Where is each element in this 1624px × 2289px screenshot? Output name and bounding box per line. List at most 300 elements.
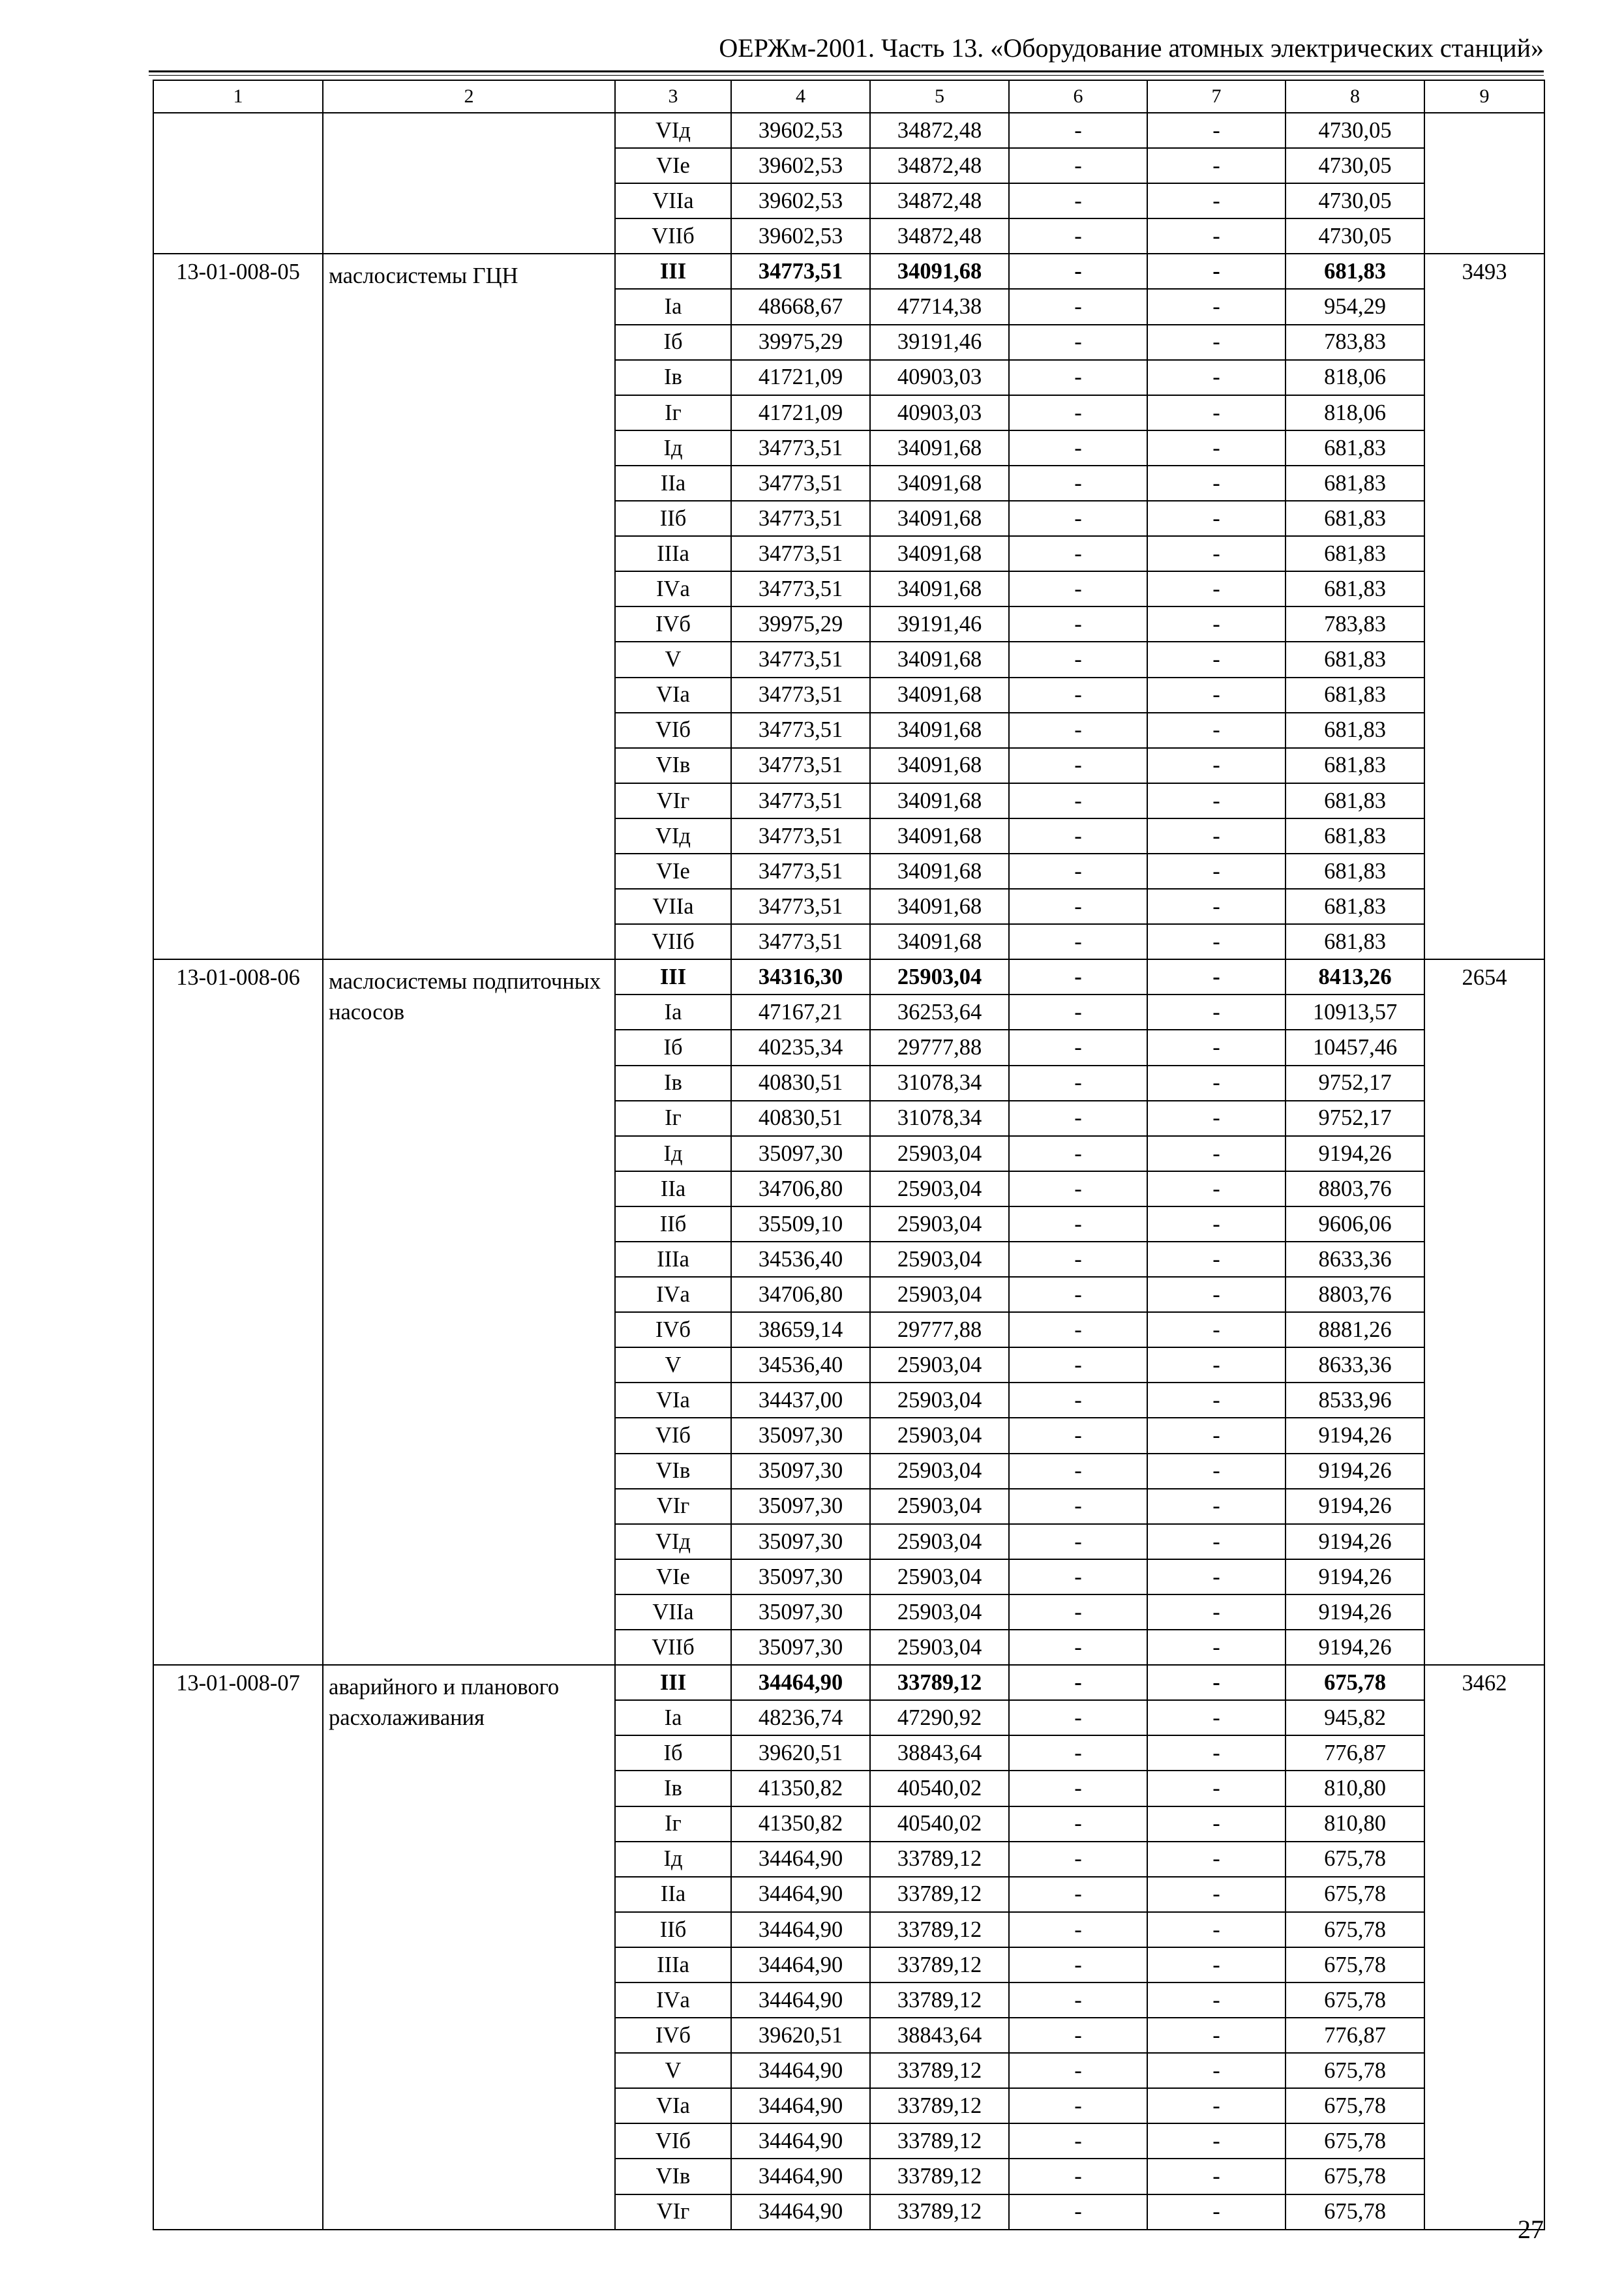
price-cell: 34872,48 bbox=[870, 218, 1009, 254]
price-cell: - bbox=[1009, 1982, 1147, 2018]
price-cell: 34316,30 bbox=[731, 959, 870, 995]
price-cell: 34536,40 bbox=[731, 1347, 870, 1383]
price-cell: 675,78 bbox=[1286, 1982, 1424, 2018]
price-cell: - bbox=[1147, 713, 1286, 748]
zone-cell: VIе bbox=[615, 1559, 731, 1594]
zone-cell: III bbox=[615, 959, 731, 995]
price-cell: - bbox=[1009, 466, 1147, 501]
price-cell: - bbox=[1009, 1630, 1147, 1665]
price-cell: - bbox=[1009, 325, 1147, 360]
price-cell: 681,83 bbox=[1286, 642, 1424, 677]
price-cell: 34091,68 bbox=[870, 748, 1009, 783]
price-cell: - bbox=[1147, 2018, 1286, 2053]
price-cell: 34464,90 bbox=[731, 1982, 870, 2018]
price-cell: 40903,03 bbox=[870, 360, 1009, 395]
price-cell: - bbox=[1009, 360, 1147, 395]
price-cell: 34773,51 bbox=[731, 501, 870, 536]
price-cell: - bbox=[1009, 501, 1147, 536]
price-cell: - bbox=[1009, 1771, 1147, 1806]
price-cell: - bbox=[1147, 1206, 1286, 1242]
price-cell: - bbox=[1147, 1877, 1286, 1912]
price-cell: 25903,04 bbox=[870, 1277, 1009, 1312]
price-cell: 39975,29 bbox=[731, 606, 870, 642]
price-cell: - bbox=[1147, 325, 1286, 360]
price-cell: 33789,12 bbox=[870, 1982, 1009, 2018]
price-cell: 36253,64 bbox=[870, 995, 1009, 1030]
price-cell: 9752,17 bbox=[1286, 1066, 1424, 1101]
zone-cell: Iа bbox=[615, 289, 731, 324]
price-cell: 34773,51 bbox=[731, 783, 870, 818]
item-code bbox=[153, 113, 323, 254]
zone-cell: VIд bbox=[615, 113, 731, 148]
item-total: 2654 bbox=[1424, 959, 1544, 1665]
item-total: 3462 bbox=[1424, 1665, 1544, 2230]
table-row bbox=[153, 1665, 1544, 1700]
price-cell: - bbox=[1147, 1030, 1286, 1065]
price-cell: 40903,03 bbox=[870, 395, 1009, 430]
price-cell: - bbox=[1009, 713, 1147, 748]
price-cell: - bbox=[1009, 783, 1147, 818]
price-cell: 681,83 bbox=[1286, 748, 1424, 783]
price-cell: - bbox=[1147, 678, 1286, 713]
price-cell: - bbox=[1147, 1312, 1286, 1347]
column-number: 6 bbox=[1009, 80, 1147, 113]
zone-cell: VIд bbox=[615, 1524, 731, 1559]
price-cell: - bbox=[1147, 1418, 1286, 1453]
price-cell: - bbox=[1009, 1206, 1147, 1242]
price-cell: - bbox=[1147, 2088, 1286, 2123]
item-name bbox=[323, 113, 615, 254]
price-cell: 34773,51 bbox=[731, 254, 870, 289]
price-cell: - bbox=[1147, 395, 1286, 430]
price-cell: 34091,68 bbox=[870, 642, 1009, 677]
price-cell: 34872,48 bbox=[870, 148, 1009, 183]
page-number: 27 bbox=[1518, 2215, 1544, 2244]
zone-cell: VIе bbox=[615, 854, 731, 889]
price-cell: - bbox=[1009, 1524, 1147, 1559]
price-cell: - bbox=[1147, 924, 1286, 959]
price-cell: - bbox=[1147, 783, 1286, 818]
price-cell: 34091,68 bbox=[870, 501, 1009, 536]
zone-cell: IIIа bbox=[615, 1242, 731, 1277]
price-cell: 34464,90 bbox=[731, 2159, 870, 2194]
price-cell: 8881,26 bbox=[1286, 1312, 1424, 1347]
price-cell: - bbox=[1009, 606, 1147, 642]
zone-cell: VIIб bbox=[615, 218, 731, 254]
price-cell: - bbox=[1147, 1735, 1286, 1771]
price-cell: - bbox=[1147, 254, 1286, 289]
price-cell: - bbox=[1147, 289, 1286, 324]
price-cell: 34464,90 bbox=[731, 2123, 870, 2159]
price-cell: - bbox=[1147, 218, 1286, 254]
price-cell: 9194,26 bbox=[1286, 1418, 1424, 1453]
price-cell: 48236,74 bbox=[731, 1700, 870, 1735]
price-cell: 40830,51 bbox=[731, 1066, 870, 1101]
price-cell: - bbox=[1147, 1700, 1286, 1735]
price-cell: - bbox=[1147, 818, 1286, 854]
price-cell: 41350,82 bbox=[731, 1806, 870, 1842]
price-cell: - bbox=[1009, 1735, 1147, 1771]
price-cell: - bbox=[1009, 571, 1147, 606]
price-cell: 810,80 bbox=[1286, 1806, 1424, 1842]
price-cell: 34773,51 bbox=[731, 924, 870, 959]
price-cell: - bbox=[1147, 430, 1286, 466]
price-cell: 38659,14 bbox=[731, 1312, 870, 1347]
price-cell: - bbox=[1009, 1383, 1147, 1418]
price-cell: - bbox=[1009, 748, 1147, 783]
price-cell: - bbox=[1009, 536, 1147, 571]
price-cell: 681,83 bbox=[1286, 818, 1424, 854]
price-cell: - bbox=[1009, 1312, 1147, 1347]
price-cell: - bbox=[1147, 1665, 1286, 1700]
price-cell: 25903,04 bbox=[870, 959, 1009, 995]
price-cell: 31078,34 bbox=[870, 1066, 1009, 1101]
price-cell: 34091,68 bbox=[870, 713, 1009, 748]
price-cell: 39191,46 bbox=[870, 606, 1009, 642]
zone-cell: VIв bbox=[615, 2159, 731, 2194]
price-cell: - bbox=[1147, 606, 1286, 642]
price-cell: - bbox=[1147, 959, 1286, 995]
price-cell: - bbox=[1009, 395, 1147, 430]
zone-cell: VIб bbox=[615, 2123, 731, 2159]
price-cell: 25903,04 bbox=[870, 1136, 1009, 1171]
price-cell: 10913,57 bbox=[1286, 995, 1424, 1030]
zone-cell: Iг bbox=[615, 1806, 731, 1842]
zone-cell: VIа bbox=[615, 678, 731, 713]
price-cell: 34091,68 bbox=[870, 818, 1009, 854]
zone-cell: IVа bbox=[615, 1982, 731, 2018]
zone-cell: IIб bbox=[615, 501, 731, 536]
zone-cell: Iг bbox=[615, 395, 731, 430]
price-cell: - bbox=[1147, 1806, 1286, 1842]
price-cell: 29777,88 bbox=[870, 1312, 1009, 1347]
price-cell: 954,29 bbox=[1286, 289, 1424, 324]
price-cell: 34773,51 bbox=[731, 536, 870, 571]
price-cell: - bbox=[1147, 1242, 1286, 1277]
price-cell: 34091,68 bbox=[870, 924, 1009, 959]
price-cell: - bbox=[1009, 1418, 1147, 1453]
price-cell: 33789,12 bbox=[870, 1842, 1009, 1877]
zone-cell: Iв bbox=[615, 1771, 731, 1806]
price-cell: - bbox=[1147, 466, 1286, 501]
price-cell: 4730,05 bbox=[1286, 183, 1424, 218]
zone-cell: IIб bbox=[615, 1206, 731, 1242]
price-cell: 34773,51 bbox=[731, 713, 870, 748]
price-cell: 33789,12 bbox=[870, 2159, 1009, 2194]
price-cell: 29777,88 bbox=[870, 1030, 1009, 1065]
price-cell: 31078,34 bbox=[870, 1101, 1009, 1136]
price-cell: 33789,12 bbox=[870, 2053, 1009, 2088]
price-cell: - bbox=[1009, 2159, 1147, 2194]
price-cell: - bbox=[1147, 571, 1286, 606]
price-cell: 8633,36 bbox=[1286, 1242, 1424, 1277]
price-cell: 38843,64 bbox=[870, 2018, 1009, 2053]
price-cell: 681,83 bbox=[1286, 571, 1424, 606]
zone-cell: III bbox=[615, 1665, 731, 1700]
price-cell: - bbox=[1009, 678, 1147, 713]
price-cell: 675,78 bbox=[1286, 1842, 1424, 1877]
price-cell: - bbox=[1009, 1877, 1147, 1912]
price-cell: 675,78 bbox=[1286, 1665, 1424, 1700]
zone-cell: V bbox=[615, 2053, 731, 2088]
price-cell: 33789,12 bbox=[870, 2088, 1009, 2123]
table-row bbox=[153, 113, 1544, 148]
price-cell: - bbox=[1147, 1982, 1286, 2018]
price-cell: 8413,26 bbox=[1286, 959, 1424, 995]
price-cell: 34091,68 bbox=[870, 254, 1009, 289]
table-row bbox=[153, 254, 1544, 289]
column-number: 7 bbox=[1147, 80, 1286, 113]
price-cell: 39975,29 bbox=[731, 325, 870, 360]
price-cell: - bbox=[1147, 1630, 1286, 1665]
price-cell: 34464,90 bbox=[731, 1877, 870, 1912]
price-cell: 681,83 bbox=[1286, 854, 1424, 889]
price-cell: - bbox=[1009, 1347, 1147, 1383]
price-cell: 48668,67 bbox=[731, 289, 870, 324]
zone-cell: VIб bbox=[615, 713, 731, 748]
price-cell: 34706,80 bbox=[731, 1277, 870, 1312]
price-cell: 34091,68 bbox=[870, 430, 1009, 466]
price-cell: 25903,04 bbox=[870, 1383, 1009, 1418]
price-cell: - bbox=[1147, 1912, 1286, 1947]
column-number: 9 bbox=[1424, 80, 1544, 113]
price-cell: 675,78 bbox=[1286, 1947, 1424, 1982]
price-cell: 681,83 bbox=[1286, 254, 1424, 289]
zone-cell: VIг bbox=[615, 2194, 731, 2230]
price-cell: 33789,12 bbox=[870, 1665, 1009, 1700]
price-cell: 47290,92 bbox=[870, 1700, 1009, 1735]
price-cell: - bbox=[1009, 1066, 1147, 1101]
zone-cell: Iд bbox=[615, 1842, 731, 1877]
price-cell: 8803,76 bbox=[1286, 1171, 1424, 1206]
price-cell: 34091,68 bbox=[870, 536, 1009, 571]
zone-cell: IVб bbox=[615, 1312, 731, 1347]
zone-cell: VIIа bbox=[615, 889, 731, 924]
price-cell: 34464,90 bbox=[731, 2088, 870, 2123]
price-cell: - bbox=[1009, 1171, 1147, 1206]
price-cell: - bbox=[1147, 1347, 1286, 1383]
price-cell: - bbox=[1147, 2194, 1286, 2230]
price-cell: 34773,51 bbox=[731, 889, 870, 924]
price-cell: 675,78 bbox=[1286, 1877, 1424, 1912]
price-cell: - bbox=[1009, 1842, 1147, 1877]
price-cell: 33789,12 bbox=[870, 1912, 1009, 1947]
price-cell: 35509,10 bbox=[731, 1206, 870, 1242]
price-cell: - bbox=[1009, 2018, 1147, 2053]
price-cell: - bbox=[1147, 1101, 1286, 1136]
price-cell: 34773,51 bbox=[731, 678, 870, 713]
price-cell: - bbox=[1147, 1559, 1286, 1594]
price-cell: - bbox=[1147, 1383, 1286, 1418]
price-cell: - bbox=[1009, 1489, 1147, 1524]
price-cell: 8533,96 bbox=[1286, 1383, 1424, 1418]
price-cell: 9194,26 bbox=[1286, 1559, 1424, 1594]
price-cell: 40540,02 bbox=[870, 1771, 1009, 1806]
price-cell: - bbox=[1009, 218, 1147, 254]
zone-cell: Iг bbox=[615, 1101, 731, 1136]
price-cell: 38843,64 bbox=[870, 1735, 1009, 1771]
price-cell: 34773,51 bbox=[731, 642, 870, 677]
price-cell: 675,78 bbox=[1286, 1912, 1424, 1947]
price-cell: - bbox=[1009, 1101, 1147, 1136]
price-cell: 25903,04 bbox=[870, 1630, 1009, 1665]
price-cell: - bbox=[1147, 1842, 1286, 1877]
zone-cell: VIб bbox=[615, 1418, 731, 1453]
zone-cell: Iв bbox=[615, 360, 731, 395]
price-cell: 40830,51 bbox=[731, 1101, 870, 1136]
table-row bbox=[153, 959, 1544, 995]
price-cell: - bbox=[1147, 148, 1286, 183]
price-cell: - bbox=[1147, 854, 1286, 889]
table-body bbox=[153, 80, 1544, 2230]
price-cell: 681,83 bbox=[1286, 501, 1424, 536]
zone-cell: IVа bbox=[615, 1277, 731, 1312]
price-cell: 34464,90 bbox=[731, 1912, 870, 1947]
price-cell: 34872,48 bbox=[870, 113, 1009, 148]
price-cell: - bbox=[1009, 1136, 1147, 1171]
price-cell: 40235,34 bbox=[731, 1030, 870, 1065]
price-cell: 10457,46 bbox=[1286, 1030, 1424, 1065]
price-cell: 675,78 bbox=[1286, 2159, 1424, 2194]
price-cell: 25903,04 bbox=[870, 1594, 1009, 1630]
price-cell: 35097,30 bbox=[731, 1594, 870, 1630]
price-cell: 25903,04 bbox=[870, 1418, 1009, 1453]
price-cell: - bbox=[1009, 254, 1147, 289]
price-cell: 35097,30 bbox=[731, 1630, 870, 1665]
price-cell: - bbox=[1009, 924, 1147, 959]
price-cell: 33789,12 bbox=[870, 2194, 1009, 2230]
price-cell: 34773,51 bbox=[731, 571, 870, 606]
zone-cell: VIа bbox=[615, 2088, 731, 2123]
price-cell: 675,78 bbox=[1286, 2053, 1424, 2088]
price-cell: 25903,04 bbox=[870, 1559, 1009, 1594]
price-cell: 34437,00 bbox=[731, 1383, 870, 1418]
price-cell: 8803,76 bbox=[1286, 1277, 1424, 1312]
price-cell: - bbox=[1147, 642, 1286, 677]
price-cell: 33789,12 bbox=[870, 1877, 1009, 1912]
price-cell: 681,83 bbox=[1286, 713, 1424, 748]
price-cell: - bbox=[1009, 2053, 1147, 2088]
zone-cell: III bbox=[615, 254, 731, 289]
price-cell: 34464,90 bbox=[731, 2053, 870, 2088]
price-cell: - bbox=[1009, 1277, 1147, 1312]
price-cell: 818,06 bbox=[1286, 395, 1424, 430]
price-cell: 25903,04 bbox=[870, 1206, 1009, 1242]
price-cell: 25903,04 bbox=[870, 1347, 1009, 1383]
price-cell: - bbox=[1147, 1524, 1286, 1559]
price-cell: - bbox=[1009, 854, 1147, 889]
price-cell: - bbox=[1009, 642, 1147, 677]
price-cell: 34464,90 bbox=[731, 1842, 870, 1877]
column-number: 2 bbox=[323, 80, 615, 113]
zone-cell: VIг bbox=[615, 783, 731, 818]
price-cell: 47714,38 bbox=[870, 289, 1009, 324]
price-cell: 34872,48 bbox=[870, 183, 1009, 218]
price-cell: - bbox=[1147, 2123, 1286, 2159]
price-cell: 9194,26 bbox=[1286, 1454, 1424, 1489]
zone-cell: VIIа bbox=[615, 1594, 731, 1630]
price-cell: - bbox=[1009, 289, 1147, 324]
price-cell: 39620,51 bbox=[731, 1735, 870, 1771]
price-cell: - bbox=[1147, 889, 1286, 924]
price-cell: 681,83 bbox=[1286, 924, 1424, 959]
price-cell: - bbox=[1009, 1700, 1147, 1735]
price-cell: 675,78 bbox=[1286, 2123, 1424, 2159]
price-cell: - bbox=[1147, 536, 1286, 571]
price-cell: 35097,30 bbox=[731, 1489, 870, 1524]
column-number: 3 bbox=[615, 80, 731, 113]
item-code: 13-01-008-06 bbox=[153, 959, 323, 1665]
price-cell: - bbox=[1147, 1594, 1286, 1630]
zone-cell: Iб bbox=[615, 1735, 731, 1771]
price-cell: - bbox=[1147, 748, 1286, 783]
item-name: аварийного и планового расхолаживания bbox=[323, 1665, 615, 2230]
item-code: 13-01-008-07 bbox=[153, 1665, 323, 2230]
zone-cell: Iб bbox=[615, 325, 731, 360]
price-cell: - bbox=[1009, 1030, 1147, 1065]
header-rule-thick bbox=[149, 70, 1544, 72]
price-cell: - bbox=[1009, 2194, 1147, 2230]
price-cell: 4730,05 bbox=[1286, 148, 1424, 183]
price-cell: 783,83 bbox=[1286, 606, 1424, 642]
price-cell: 40540,02 bbox=[870, 1806, 1009, 1842]
price-cell: 776,87 bbox=[1286, 1735, 1424, 1771]
price-cell: - bbox=[1009, 2123, 1147, 2159]
price-cell: 681,83 bbox=[1286, 889, 1424, 924]
zone-cell: IVб bbox=[615, 606, 731, 642]
zone-cell: V bbox=[615, 1347, 731, 1383]
price-cell: - bbox=[1147, 501, 1286, 536]
price-cell: 810,80 bbox=[1286, 1771, 1424, 1806]
zone-cell: Iв bbox=[615, 1066, 731, 1101]
price-cell: 35097,30 bbox=[731, 1418, 870, 1453]
price-cell: - bbox=[1009, 183, 1147, 218]
price-cell: - bbox=[1147, 113, 1286, 148]
price-cell: - bbox=[1009, 1665, 1147, 1700]
price-cell: - bbox=[1009, 430, 1147, 466]
zone-cell: Iа bbox=[615, 995, 731, 1030]
price-cell: 34091,68 bbox=[870, 678, 1009, 713]
price-cell: - bbox=[1147, 2053, 1286, 2088]
price-cell: 9194,26 bbox=[1286, 1524, 1424, 1559]
price-cell: - bbox=[1147, 1066, 1286, 1101]
price-cell: 39191,46 bbox=[870, 325, 1009, 360]
zone-cell: VIе bbox=[615, 148, 731, 183]
price-cell: - bbox=[1147, 1489, 1286, 1524]
price-cell: 25903,04 bbox=[870, 1242, 1009, 1277]
header-rule-thin bbox=[149, 75, 1544, 76]
price-cell: 34773,51 bbox=[731, 748, 870, 783]
zone-cell: IIа bbox=[615, 466, 731, 501]
price-cell: 34773,51 bbox=[731, 818, 870, 854]
price-cell: 39602,53 bbox=[731, 113, 870, 148]
price-cell: - bbox=[1009, 1912, 1147, 1947]
price-cell: - bbox=[1147, 1771, 1286, 1806]
price-cell: 34091,68 bbox=[870, 466, 1009, 501]
zone-cell: VIв bbox=[615, 748, 731, 783]
price-cell: 9194,26 bbox=[1286, 1594, 1424, 1630]
price-cell: 35097,30 bbox=[731, 1136, 870, 1171]
price-cell: - bbox=[1147, 1277, 1286, 1312]
price-cell: 33789,12 bbox=[870, 1947, 1009, 1982]
price-cell: 39620,51 bbox=[731, 2018, 870, 2053]
price-cell: 34773,51 bbox=[731, 854, 870, 889]
item-name: маслосистемы подпиточных насосов bbox=[323, 959, 615, 1665]
item-total: 3493 bbox=[1424, 254, 1544, 959]
price-cell: - bbox=[1009, 2088, 1147, 2123]
price-cell: - bbox=[1147, 995, 1286, 1030]
price-cell: 34091,68 bbox=[870, 783, 1009, 818]
